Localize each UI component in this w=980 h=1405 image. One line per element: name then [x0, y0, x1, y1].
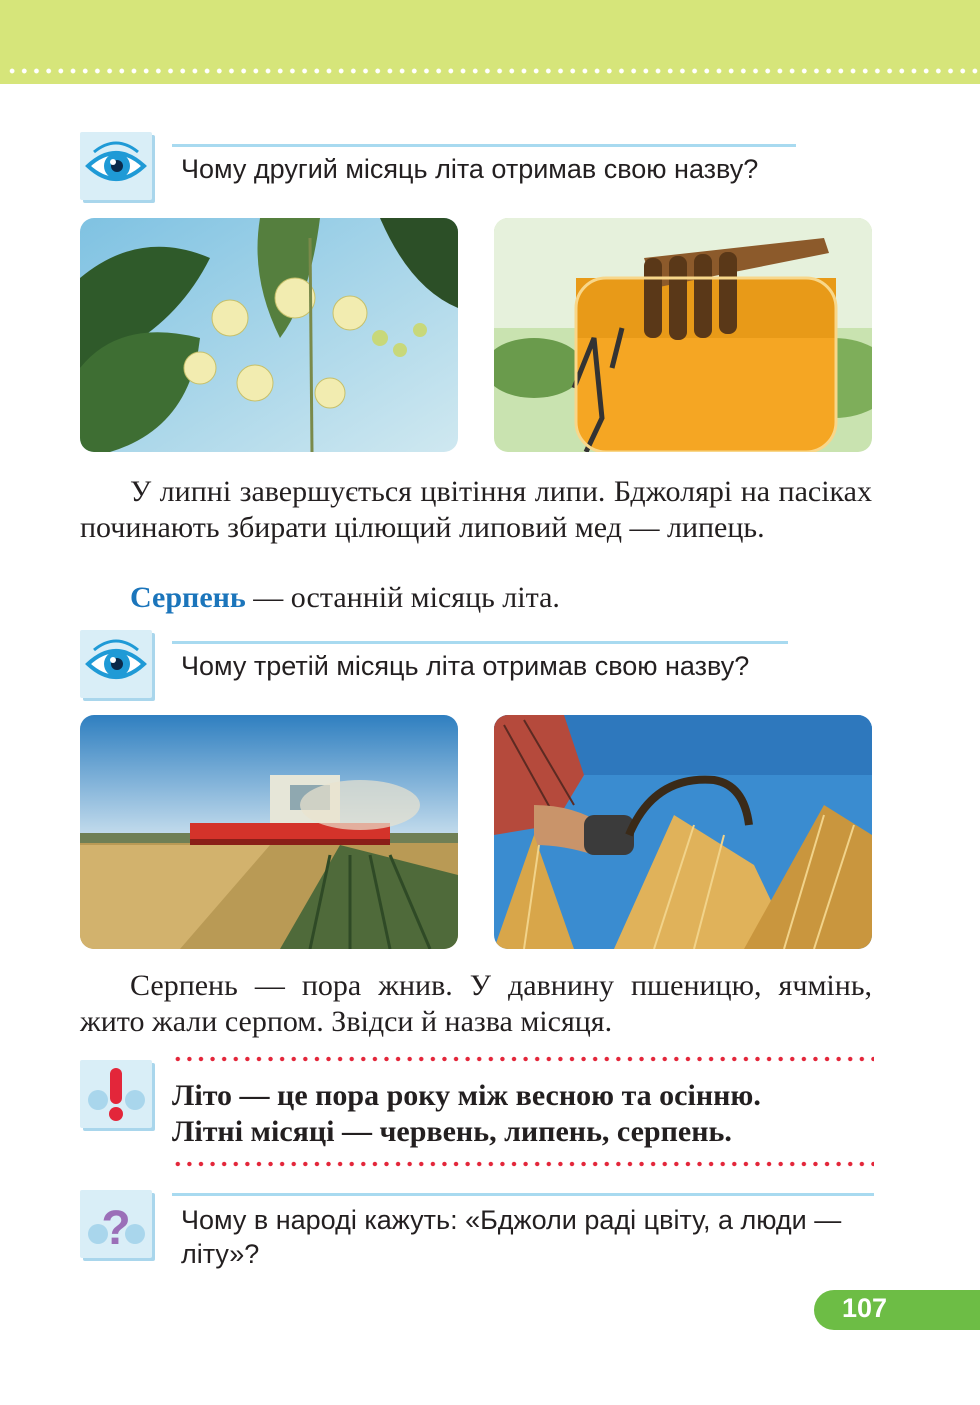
final-question-line-2: літу»? — [181, 1239, 260, 1269]
paragraph-july-text: У липні завершується цвітіння липи. Бджолярі на пасіках починають збирати цілющий липовий мед — липець. — [80, 475, 872, 544]
paragraph-august-rest: — останній місяць літа. — [245, 581, 560, 614]
question-text: Чому другий місяць літа отримав свою назву? — [181, 154, 759, 184]
term-august: Серпень — [130, 581, 246, 614]
question-rule-line — [172, 1193, 874, 1196]
rule-bottom-dotted-line — [172, 1161, 874, 1167]
question-rule-line — [172, 144, 796, 147]
paragraph-harvest-text: Серпень — пора жнив. У давнину пшеницю, ячмінь, жито жали серпом. Звідси й назва місяця. — [80, 969, 872, 1038]
paragraph-july — [80, 474, 872, 546]
honey-jar-photo — [494, 218, 872, 452]
eye-icon — [80, 132, 152, 200]
final-question-line-1: Чому в народі кажуть: «Бджоли раді цвіту, а люди — — [181, 1205, 842, 1235]
question-rule-line — [172, 641, 788, 644]
paragraph-august-intro — [80, 580, 872, 616]
paragraph-harvest — [80, 968, 872, 1040]
exclamation-icon — [80, 1060, 152, 1128]
linden-blossom-photo — [80, 218, 458, 452]
eye-icon — [80, 630, 152, 698]
rule-line-2: Літні місяці — червень, липень, серпень. — [172, 1115, 732, 1148]
page-number: 107 — [842, 1293, 888, 1323]
question-text: Чому третій місяць літа отримав свою назву? — [181, 651, 750, 681]
top-dotted-border — [6, 68, 980, 74]
question-icon — [80, 1190, 152, 1258]
combine-harvester-photo — [80, 715, 458, 949]
rule-top-dotted-line — [172, 1056, 874, 1062]
rule-line-1: Літо — це пора року між весною та осінню. — [172, 1079, 761, 1112]
svg-text:?: ? — [101, 1202, 131, 1255]
page-number-tab — [814, 1290, 980, 1330]
sickle-harvest-photo — [494, 715, 872, 949]
